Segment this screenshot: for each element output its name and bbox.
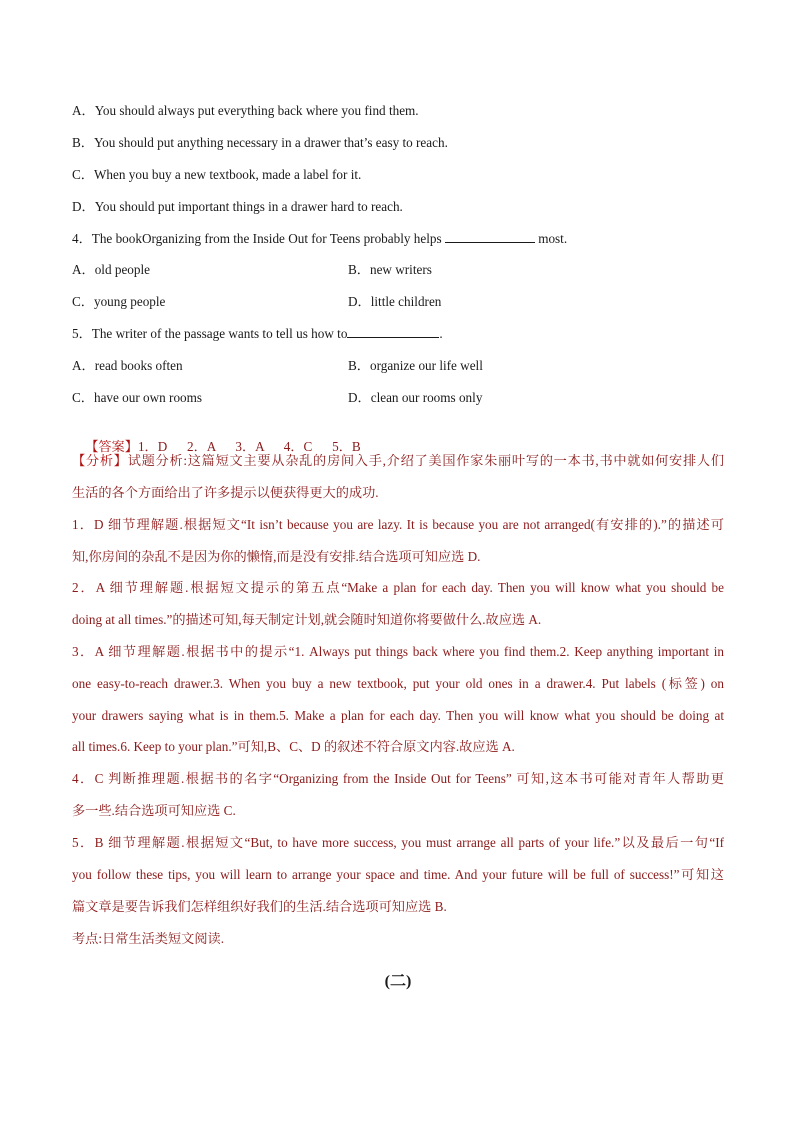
q3-option-c: C．When you buy a new textbook, made a label for it. xyxy=(72,167,362,182)
analysis-label: 【分析】 xyxy=(72,453,128,468)
q5-stem xyxy=(72,325,443,343)
q4-option-c: C．young people xyxy=(72,294,166,309)
explanation-4-line2: 多一些.结合选项可知应选 C. xyxy=(72,803,236,818)
q4-option-a: A．old people xyxy=(72,262,151,277)
explanation-2-line1: 2．A 细节理解题.根据短文提示的第五点“Make a plan for each day. Then you will know what you should be xyxy=(72,580,724,595)
q3-option-b: B．You should put anything necessary in a drawer that’s easy to reach. xyxy=(72,135,448,150)
q5-option-c: C．have our own rooms xyxy=(72,390,203,405)
q5-option-b: B．organize our life well xyxy=(348,358,483,373)
q4-stem-text: 4．The bookOrganizing from the Inside Out for Teens probably helps xyxy=(72,231,445,246)
q3-option-d: D．You should put important things in a drawer hard to reach. xyxy=(72,199,403,214)
q4-option-d: D．little children xyxy=(348,294,442,309)
kaodian-line: 考点:日常生活类短文阅读. xyxy=(72,931,225,946)
q5-stem-end: . xyxy=(439,326,443,341)
q5-option-a: A．read books often xyxy=(72,358,183,373)
q4-option-b: B．new writers xyxy=(348,262,432,277)
q4-stem xyxy=(72,230,567,248)
q5-option-d: D．clean our rooms only xyxy=(348,390,483,405)
explanation-2-line2: doing at all times.”的描述可知,每天制定计划,就会随时知道你将要做什么.故应选 A. xyxy=(72,612,542,627)
explanation-5-line1: 5．B 细节理解题.根据短文“But, to have more success, you must arrange all parts of your life.”以及最后一句“If xyxy=(72,835,724,850)
explanation-5-line3: 篇文章是要告诉我们怎样组织好我们的生活.结合选项可知应选 B. xyxy=(72,899,447,914)
q3-option-a: A．You should always put everything back where you find them. xyxy=(72,103,419,118)
section-heading: (二) xyxy=(384,973,412,990)
explanation-1-line2: 知,你房间的杂乱不是因为你的懒惰,而是没有安排.结合选项可知应选 D. xyxy=(72,549,481,564)
analysis-intro-text: 试题分析:这篇短文主要从杂乱的房间入手,介绍了美国作家朱丽叶写的一本书,书中就如何安排人们 xyxy=(127,453,724,468)
explanation-3-line1: 3．A 细节理解题.根据书中的提示“1. Always put things back where you find them.2. Keep anything important in xyxy=(72,644,724,659)
answer-text: 1．D 2．A 3．A 4．C 5．B xyxy=(137,439,361,454)
q5-stem-text: 5．The writer of the passage wants to tell us how to xyxy=(72,326,348,341)
answer-label: 【答案】 xyxy=(85,439,138,454)
explanation-3-line3: your drawers saying what is in them.5. Make a plan for each day. Then you will know what you should be doing at xyxy=(72,708,724,723)
explanation-1-line1: 1．D 细节理解题.根据短文“It isn’t because you are lazy. It is because you are not arranged(有安排的).”的描述可 xyxy=(72,517,724,532)
q5-answer-blank xyxy=(347,325,439,338)
explanation-4-line1: 4．C 判断推理题.根据书的名字“Organizing from the Inside Out for Teens” 可知,这本书可能对青年人帮助更 xyxy=(72,771,724,786)
analysis-intro xyxy=(72,452,724,470)
explanation-3-line4: all times.6. Keep to your plan.”可知,B、C、D 的叙述不符合原文内容.故应选 A. xyxy=(72,739,515,754)
q4-stem-end: most. xyxy=(534,231,568,246)
analysis-intro-line2: 生活的各个方面给出了许多提示以便获得更大的成功. xyxy=(72,485,379,500)
q4-answer-blank xyxy=(445,230,535,243)
explanation-3-line2: one easy-to-reach drawer.3. When you buy a new textbook, put your old ones in a drawer.4. Put labels (标签) on xyxy=(72,676,724,691)
explanation-5-line2: you follow these tips, you will learn to arrange your space and time. And your future will be full of success!”可知这 xyxy=(72,867,724,882)
